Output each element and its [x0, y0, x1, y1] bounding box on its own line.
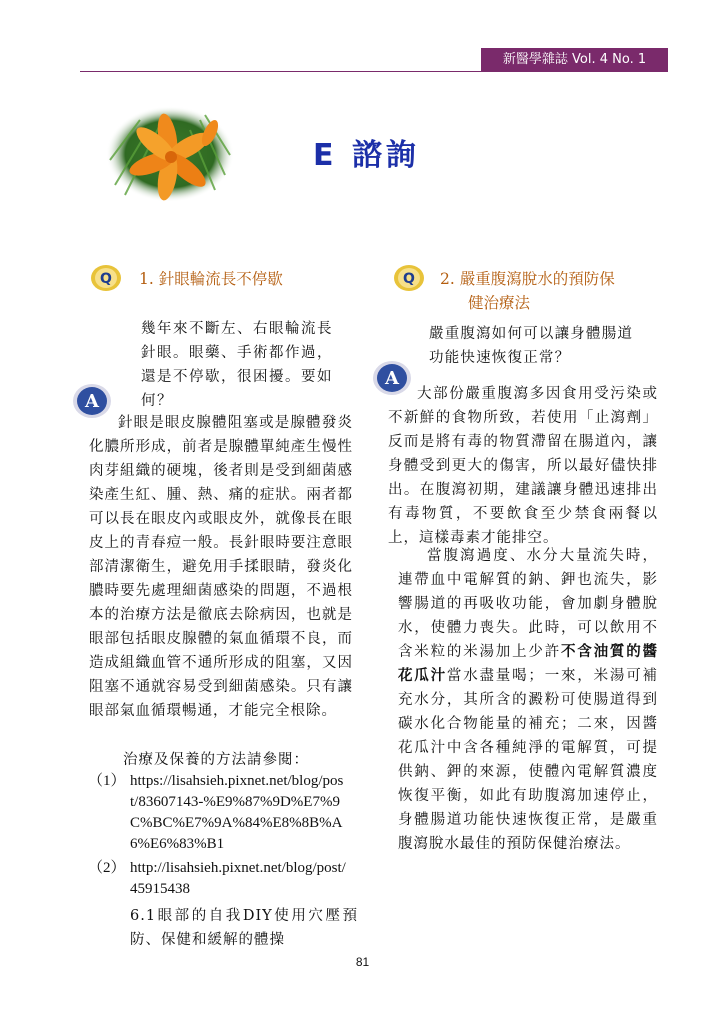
question-1-heading: 1. 針眼輪流長不停歇	[139, 270, 283, 288]
question-1-line: 針眼。眼藥、手術都作過，	[141, 345, 333, 361]
svg-text:A: A	[85, 391, 99, 412]
question-2-heading: 2. 嚴重腹瀉脫水的預防保	[440, 270, 615, 288]
reference-item	[88, 858, 358, 902]
methods-intro: 治療及保養的方法請參閱：	[123, 752, 309, 768]
answer-2-text-cont	[398, 544, 658, 856]
question-2-heading-cont: 健治療法	[468, 294, 531, 312]
answer-1-paragraph: 針眼是眼皮腺體阻塞或是腺體發炎化膿所形成，前者是腺體單純產生慢性肉芽組織的硬塊，後者則是受到細菌感染產生紅、腫、熱、痛的症狀。兩者都可以長在眼皮內或眼皮外，就像長在眼皮上的青春痘一般。長針眼時要注意眼部清潔衛生，避免用手揉眼睛，發炎化膿時要先處理細菌感染的問題，不過根本的治療方法是徹底去除病因，也就是眼部包括眼皮腺體的氣血循環不良，而造成組織血管不通所形成的阻塞，又因阻塞不通就容易受到細菌感染。只有讓眼部氣血循環暢通，才能完全根除。	[89, 415, 353, 719]
question-2-line: 功能快速恢復正常？	[429, 350, 571, 366]
question-1-line: 還是不停歇，很困擾。要如	[141, 369, 333, 385]
question-2-line: 嚴重腹瀉如何可以讓身體腸道	[429, 326, 634, 342]
question-1-text	[141, 317, 366, 413]
answer-2-segment: 當水盡量喝；一來，米湯可補充水分，其所含的澱粉可使腸道得到碳水化合物能量的補充；二來，因醬花瓜汁中含各種純淨的電解質，可提供鈉、鉀的來源，使體內電解質濃度恢復平衡，如此有助腹瀉加速停止，身體腸道功能快速恢復正常，是嚴重腹瀉脫水最佳的預防保健治療法。	[398, 668, 659, 852]
reference-item	[88, 771, 358, 855]
reference-link[interactable]: http://lisahsieh.pixnet.net/blog/post/45915438	[130, 860, 346, 897]
lily-flower-image	[105, 105, 235, 203]
answer-1-text	[89, 411, 353, 723]
question-1-line: 幾年來不斷左、右眼輪流長	[141, 321, 333, 337]
answer-2-segment: 當腹瀉過度、水分大量流失時，連帶血中電解質的鈉、鉀也流失，影響腸道的再吸收功能，會加劇身體脫水，使體力喪失。此時，可以飲用不含米粒的米湯加上少許	[398, 548, 658, 660]
reference-number: （1）	[88, 773, 126, 789]
reference-number: （2）	[88, 860, 126, 876]
svg-text:A: A	[385, 368, 399, 389]
question-2-text	[429, 322, 664, 370]
question-1-line: 何？	[141, 393, 173, 409]
svg-text:Q: Q	[403, 271, 415, 287]
answer-2-paragraph-1: 大部份嚴重腹瀉多因食用受污染或不新鮮的食物所致，若使用「止瀉劑」反而是將有毒的物質滯留在腸道內，讓身體受到更大的傷害，所以最好儘快排出。在腹瀉初期，建議讓身體迅速排出有毒物質，不要飲食至少禁食兩餐以上，這樣毒素才能排空。	[388, 386, 658, 546]
reference-note: 6.1眼部的自我DIY使用穴壓預防、保健和緩解的體操	[130, 908, 358, 948]
question-badge-icon	[393, 263, 429, 293]
svg-text:Q: Q	[100, 271, 112, 287]
page-number: 81	[355, 955, 370, 969]
answer-2-bold-segment: 不含油質的醬花瓜汁	[398, 643, 658, 684]
reference-link[interactable]: https://lisahsieh.pixnet.net/blog/post/83607143-%E9%87%9D%E7%9C%BC%E7%9A%84%E8%8B%A6%E6%83%B1	[130, 773, 344, 852]
page-title: E 諮詢	[313, 138, 420, 173]
answer-2-paragraph-2	[398, 544, 658, 856]
answer-2-text	[388, 382, 658, 550]
journal-header: 新醫學雜誌 Vol. 4 No. 1	[481, 48, 668, 72]
question-badge-icon	[90, 263, 126, 293]
